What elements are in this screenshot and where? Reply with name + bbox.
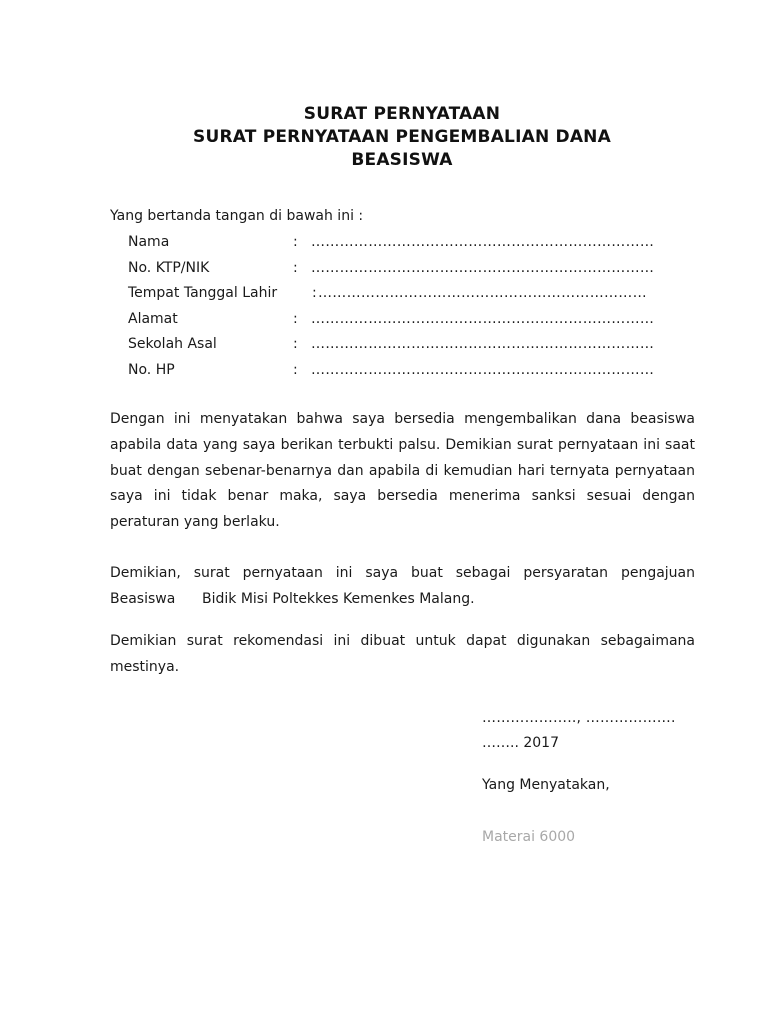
- purpose-paragraph: Demikian, surat pernyataan ini saya buat sebagai persyaratan pengajuan Beasiswa Bidik Misi Poltekkes Kemenkes Malang.: [110, 565, 700, 607]
- field-row-hp: [128, 360, 688, 386]
- closing-paragraph: Demikian surat rekomendasi ini dibuat untuk dapat digunakan sebagaimana mestinya.: [110, 633, 695, 675]
- field-colon: :: [293, 259, 298, 276]
- stamp-placeholder: Materai 6000: [482, 829, 576, 845]
- field-label: Alamat: [128, 310, 178, 327]
- field-row-ttl: [128, 283, 688, 309]
- field-colon: :: [312, 285, 317, 302]
- field-label: No. KTP/NIK: [128, 259, 210, 276]
- field-colon: :: [293, 361, 298, 378]
- field-row-nama: [128, 232, 688, 258]
- field-blank: ……………………………………………………………: [318, 285, 647, 302]
- field-colon: :: [293, 310, 298, 327]
- identity-fields: [128, 232, 688, 386]
- field-blank: ………………………………………………………………: [311, 234, 655, 250]
- field-blank: ………………………………………………………………: [311, 310, 655, 327]
- field-colon: :: [293, 234, 298, 250]
- field-row-alamat: [128, 309, 688, 335]
- title-line-2: SURAT PERNYATAAN PENGEMBALIAN DANA: [193, 127, 611, 147]
- field-label: Sekolah Asal: [128, 336, 217, 353]
- field-row-ktp: [128, 258, 688, 284]
- statement-paragraph: Dengan ini menyatakan bahwa saya bersedia mengembalikan dana beasiswa apabila data yang saya berikan terbukti palsu. Demikian surat pernyataan ini saat buat dengan sebenar-benarnya dan apabila di kemudian hari ternyata pernyataan saya ini tidak benar maka, saya bersedia menerima sanksi sesuai dengan peraturan yang berlaku.: [110, 411, 695, 531]
- field-label: Tempat Tanggal Lahir: [128, 285, 278, 302]
- field-blank: ………………………………………………………………: [311, 336, 655, 353]
- signature-year: …….. 2017: [482, 735, 559, 751]
- field-row-sekolah: [128, 334, 688, 360]
- intro-text: Yang bertanda tangan di bawah ini :: [110, 208, 364, 224]
- field-blank: ………………………………………………………………: [311, 259, 655, 276]
- field-label: Nama: [128, 234, 170, 250]
- signature-place-date: ……………….., ……………….: [482, 710, 676, 726]
- field-blank: ………………………………………………………………: [311, 361, 655, 378]
- signer-label: Yang Menyatakan,: [482, 777, 610, 793]
- title-line-3: BEASISWA: [351, 150, 453, 170]
- field-label: No. HP: [128, 361, 175, 378]
- field-colon: :: [293, 336, 298, 353]
- title-line-1: SURAT PERNYATAAN: [303, 104, 501, 124]
